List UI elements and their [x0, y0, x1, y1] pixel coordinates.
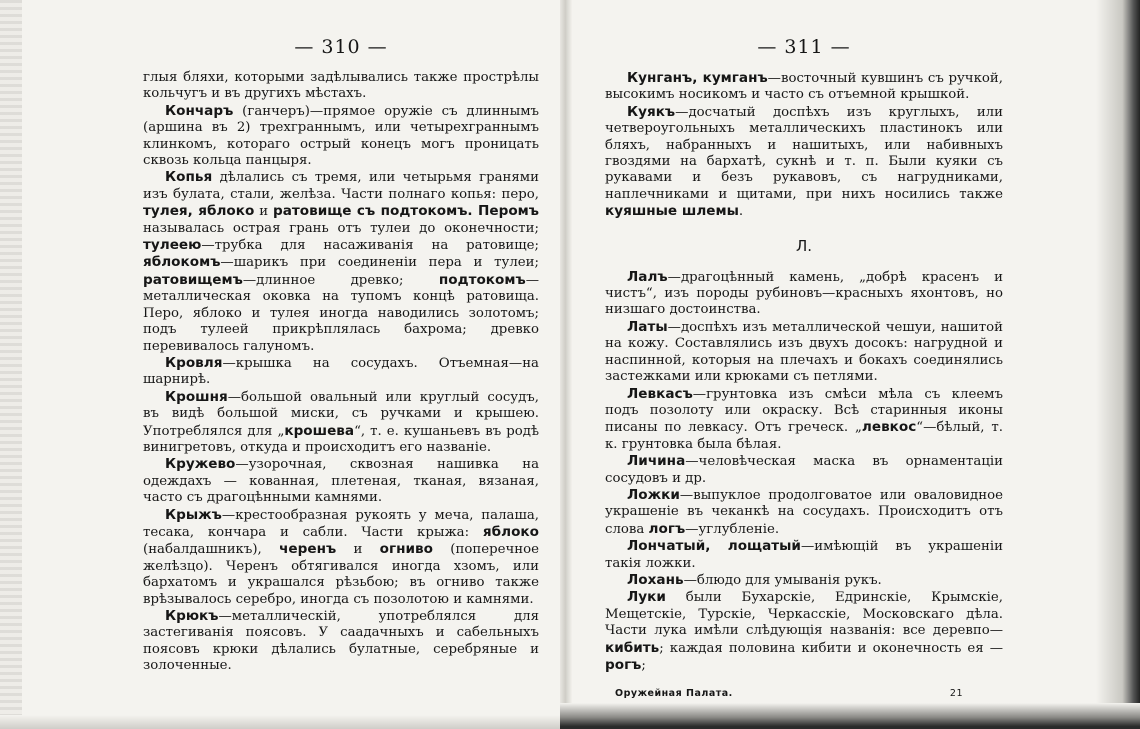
- entry-head: Латы: [627, 318, 668, 335]
- entry-levkas: Левкасъ—грунтовка изъ смѣси мѣла съ клеемъ подъ позолоту или окраску. Всѣ старинныя иконы писаны по левкасу. Отъ греческ. „левкос“—бѣлый, т. к. грунтовка была бѣлая.: [605, 385, 1003, 452]
- term: левкос: [861, 419, 917, 436]
- entry-head: Копья: [165, 169, 213, 186]
- term: куяшные шлемы: [605, 203, 739, 220]
- entry-head: Кончаръ: [165, 102, 234, 119]
- entry-kruzhevo: Кружево—узорочная, сквозная нашивка на одеждахъ — кованная, плетеная, тканая, вязаная, часто съ драгоцѣнными камнями.: [143, 456, 539, 506]
- term: черенъ: [279, 541, 337, 558]
- page-number-right: — 311 —: [757, 36, 851, 58]
- term: тулеею: [143, 237, 202, 254]
- entry-lal: Лалъ—драгоцѣнный камень, „добрѣ красенъ и чистъ“, изъ породы рубиновъ—красныхъ яхонтовъ, но низшаго достоинства.: [605, 268, 1003, 318]
- footer-signature: Оружейная Палата.: [615, 688, 733, 700]
- entry-head: Кровля: [165, 354, 223, 371]
- page-number-left: — 310 —: [294, 36, 388, 58]
- section-letter: Л.: [795, 236, 813, 255]
- entry-kungan: Кунганъ, кумганъ—восточный кувшинъ съ ручкой, высокимъ носикомъ и часто съ отъемной крышкой.: [605, 70, 1003, 103]
- term: яблокомъ: [143, 254, 221, 271]
- entry-koncharъ: Кончаръ (ганчеръ)—прямое оружіе съ длиннымъ (аршина въ 2) трехграннымъ, или четырехграннымъ клинкомъ, котораго острый конецъ могъ проницать сквозь кольца панцыря.: [143, 102, 539, 169]
- term: тулея, яблоко: [143, 203, 255, 220]
- term: логъ: [648, 520, 686, 537]
- entry-krovlya: Кровля—крышка на сосудахъ. Отъемная—на шарнирѣ.: [143, 354, 539, 388]
- left-page: [143, 36, 539, 675]
- entry-kryzh: Крыжъ—крестообразная рукоять у меча, палаша, тесака, кончара и сабли. Части крыжа: яблоко (набалдашникъ), черенъ и огниво (поперечное желѣзцо). Черенъ обтягивался иногда хзомъ, или бархатомъ и украшался рѣзьбою; въ огниво также врѣзывалось серебро, иногда съ позолотою и камнями.: [143, 506, 539, 607]
- entry-head: Кунганъ, кумганъ: [627, 70, 768, 86]
- right-page-edge: [1096, 0, 1140, 729]
- term: кибить: [605, 639, 660, 656]
- term: яблоко: [482, 523, 539, 540]
- term: подтокомъ: [438, 271, 526, 288]
- entry-lozhki: Ложки—выпуклое продолговатое или оваловидное украшеніе въ чеканкѣ на сосудахъ. Происходитъ отъ слова логъ—углубленіе.: [605, 486, 1003, 537]
- entry-kroshnya: Крошня—большой овальный или круглый сосудъ, въ видѣ большой миски, съ ручками и крышею. Употреблялся для „крошева“, т. е. кушаньевъ въ родѣ винигретовъ, откуда и происходитъ его названіе.: [143, 388, 539, 455]
- entry-head: Луки: [627, 589, 666, 606]
- entry-lichina: Личина—человѣческая маска въ орнаментаціи сосудовъ и др.: [605, 453, 1003, 486]
- bottom-edge-left: [0, 715, 560, 729]
- entry-head: Крюкъ: [165, 608, 219, 624]
- entry-head: Ложки: [627, 486, 680, 503]
- term: огниво: [379, 541, 433, 558]
- term: ратовищемъ: [143, 271, 243, 288]
- entry-lohan: Лохань—блюдо для умыванія рукъ.: [627, 571, 882, 588]
- entry-head: Кружево: [165, 456, 236, 473]
- left-page-edge: [0, 0, 22, 729]
- entry-kryuk: Крюкъ—металлическій, употреблялся для застегиванія поясовъ. У саадачныхъ и сабельныхъ поясовъ крюки дѣлались булатные, серебряные и золоченные.: [143, 608, 539, 674]
- entry-head: Крыжъ: [165, 506, 222, 523]
- footer-sheet-number: 21: [949, 688, 963, 700]
- entry-kopya: Копья дѣлались съ тремя, или четырьмя гранями изъ булата, стали, желѣза. Части полнаго копья: перо, тулея, яблоко и ратовище съ подтокомъ. Перомъ называлась острая грань отъ тулеи до оконечности; тулеею—трубка для насаживанія на ратовище; яблокомъ—шарикъ при соединеніи пера и тулеи; ратовищемъ—длинное древко; подтокомъ—металлическая оковка на тупомъ концѣ ратовища. Перо, яблоко и тулея иногда наводились золотомъ; подъ тулеей прикрѣплялась бахрома; древко перевивалось галуномъ.: [143, 169, 539, 354]
- entry-kuyak: Куякъ—досчатый доспѣхъ изъ круглыхъ, или четвероугольныхъ металлическихъ пластинокъ или бляхъ, набранныхъ и нашитыхъ, или набивныхъ гвоздями на бархатѣ, сукнѣ и т. п. Были куяки съ рукавами и безъ рукавовъ, съ нагрудниками, наплечниками и щитами, при нихъ носились также куяшные шлемы.: [605, 103, 1003, 220]
- page-footer: [605, 688, 1003, 699]
- entry-lonchaty: Лончатый, лощатый—имѣющій въ украшеніи такія ложки.: [605, 538, 1003, 571]
- entry-luki: Луки были Бухарскіе, Едринскіе, Крымскіе, Мещетскіе, Турскіе, Черкасскіе, Московскаго дѣла. Части лука имѣли слѣдующія названія: все деревпо—кибить; каждая половина кибити и оконечность ея — рогъ;: [605, 589, 1003, 673]
- right-page: [605, 36, 1003, 699]
- term: рогъ: [605, 657, 642, 673]
- entry-head: Лончатый, лощатый: [627, 538, 801, 555]
- bottom-edge-right: [560, 703, 1140, 729]
- entry-head: Крошня: [165, 388, 228, 405]
- book-gutter: [560, 0, 572, 729]
- entry-laty: Латы—доспѣхъ изъ металлической чешуи, нашитой на кожу. Составлялись изъ двухъ досокъ: нагрудной и наспинной, которыя на плечахъ и бокахъ соединялись застежками или крюками съ петлями.: [605, 318, 1003, 385]
- entry-head: Лохань: [627, 571, 684, 588]
- entry-continuation: глыя бляхи, которыми задѣлывались также прострѣлы кольчугъ и въ другихъ мѣстахъ.: [143, 70, 539, 102]
- entry-head: Куякъ: [627, 103, 676, 120]
- entry-head: Личина: [627, 453, 686, 470]
- term: крошева: [284, 422, 355, 439]
- term: ратовище съ подтокомъ. Перомъ: [273, 203, 539, 220]
- entry-head: Левкасъ: [627, 385, 693, 402]
- entry-head: Лалъ: [627, 268, 668, 285]
